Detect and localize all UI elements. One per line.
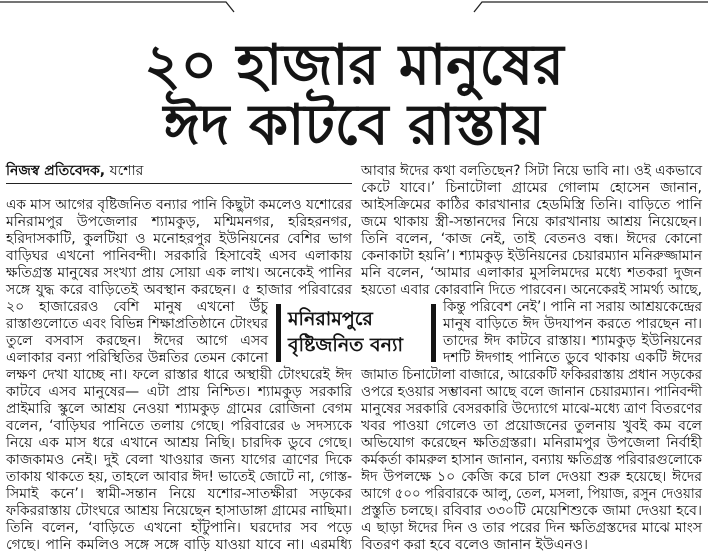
article-line: রাস্তাগুলোতে এবং বিভিন্ন শিক্ষাপ্রতিষ্ঠানে টোংঘর: [6, 316, 269, 332]
article-line: কিন্তু পরিবেশ নেই’। পানি না সরায় আশ্রয়কেন্দ্রের: [443, 299, 702, 315]
article-line: তিনি বলেন, ‘কাজ নেই, তাই বেতনও বন্ধ। ঈদের কোনো: [361, 231, 702, 247]
article-line: ওপরে হওয়ার সম্ভাবনা আছে বলে জানান চেয়ারম্যান। পানিবন্দী: [361, 384, 703, 400]
article-line: এক মাস আগের বৃষ্টিজনিত বন্যার পানি কিছুটা কমলেও যশোরের: [6, 197, 353, 213]
article-line: আবার ঈদের কথা বলতিছেন? সিটা নিয়ে ভাবি না। ওই একভাবে: [361, 163, 703, 179]
callout-line-1: মনিরামপুরে: [288, 308, 373, 330]
byline: [6, 162, 143, 180]
byline-rule: [6, 183, 352, 184]
article-line: আইসক্রিমের কাঠির কারখানার হেডমিস্ত্রি তিনি। বাড়িতে পানি: [361, 197, 702, 213]
article-line: হয়তো এবার কোরবানি দিতে পারবেন। অনেকেরই সামর্থ্য আছে,: [361, 282, 703, 298]
top-border-decoration: [0, 0, 708, 14]
headline-line-1: ২০ হাজার মানুষের: [144, 33, 564, 98]
headline-row: [0, 33, 708, 98]
article-line: কাজকামও নেই। দুই বেলা খাওয়ার জন্য যাগের ত্রাণের দিকে: [6, 452, 352, 468]
article-line: এ ছাড়া ঈদের দিন ও তার পরের দিন ক্ষতিগ্রস্তদের মাঝে মাংস: [361, 520, 702, 536]
article-line: দশটি ঈদগাহ পানিতে ডুবে থাকায় একটি ঈদের: [443, 350, 702, 366]
article-line: কেটে যাবে।’ চিনাটোলা গ্রামের গোলাম হোসেন জানান,: [361, 180, 702, 196]
article-line: হরিদাসকাটি, কুলটিয়া ও মনোহরপুর ইউনিয়নের বেশির ভাগ: [6, 231, 352, 247]
article-line: গেছে। পানি কমলিও সঙ্গে সঙ্গে বাড়ি যাওয়া যাবে না। এরমধ্যি: [6, 537, 352, 553]
article-line: জামাত চিনাটোলা বাজারে, আরেকটি ফকিররাস্তায় প্রধান সড়কের: [361, 367, 702, 383]
article-line: তাদের ঈদ কাটবে রাস্তায়। শ্যামকুড় ইউনিয়নের: [443, 333, 702, 349]
article-line: ক্ষতিগ্রস্ত মানুষের সংখ্যা প্রায় সোয়া এক লাখ। অনেকেই পানির: [6, 265, 352, 281]
article-line: তুলে বসবাস করছেন। ঈদের আগে এসব: [6, 333, 268, 349]
article-line: প্রস্তুতি চলছে। রবিবার ৩৩০টি মেয়েশিশুকে জামা দেওয়া হবে।: [361, 503, 702, 519]
article-line: বিতরণ করা হবে বলেও জানান ইউএনও।: [361, 537, 589, 553]
article-line: মানুষ বাড়িতে ঈদ উদযাপন করতে পারছেন না।: [443, 316, 702, 332]
article-line: আগে ৫০০ পরিবারকে আলু, তেল, মসলা, পিয়াজ, রসুন দেওয়ার: [361, 486, 702, 502]
callout-box: [270, 299, 442, 367]
article-line: বলেন, ‘বাড়িঘর পানিতে তলায় গেছে। পরিবারের ৬ সদস্যকে: [6, 418, 352, 434]
article-line: মনিরামপুর উপজেলার শ্যামকুড়, মশ্মিমনগর, হরিহরনগর,: [6, 214, 352, 230]
article-line: লক্ষণ দেখা যাচ্ছে না। ফলে রাস্তার ধারে অস্থায়ী টোংঘরেই ঈদ: [6, 367, 352, 383]
article-line: তিনি বলেন, ‘বাড়িতে এখনো হাঁটুপানি। ঘরদোর সব পড়ে: [6, 520, 352, 536]
article-line: ২০ হাজারেরও বেশি মানুষ এখনো উঁচু: [6, 299, 268, 315]
article-line: কেনাকাটা হয়নি’। শ্যামকুড় ইউনিয়নের চেয়ারম্যান মনিরুজ্জামান: [361, 248, 702, 264]
article-line: ঈদ উপলক্ষে ১০ কেজি করে চাল দেওয়া শুরু হয়েছে। ঈদের: [361, 469, 702, 485]
headline-line-2: ঈদ কাটবে রাস্তায়: [163, 93, 545, 158]
byline-author: নিজস্ব প্রতিবেদক,: [6, 163, 106, 179]
article-line: বাড়িঘর এখনো পানিবন্দী। সরকারি হিসাবেই এসব এলাকায়: [6, 248, 352, 264]
article-line: কর্মকর্তা কামরুল হাসান জানান, বন্যায় ক্ষতিগ্রস্ত পরিবারগুলোকে: [361, 452, 702, 468]
article-line: জমে থাকায় স্ত্রী-সন্তানদের নিয়ে কারখানায় আশ্রয় নিয়েছেন।: [361, 214, 702, 230]
article-line: মনি বলেন, ‘আমার এলাকার মুসলিমদের মধ্যে শতকরা দুজন: [361, 265, 702, 281]
article-line: নিয়ে এক মাস ধরে এখানে আশ্রয় নিছি। চারদিক ডুবে গেছে।: [6, 435, 352, 451]
headline: [0, 33, 708, 160]
byline-location: যশোর: [109, 163, 144, 179]
callout-bar-right: [431, 304, 436, 362]
article-line: ফকিররাস্তায় টোংঘরে আশ্রয় নিয়েছেন হাসাডাঙ্গা গ্রামের নাছিমা।: [6, 503, 352, 519]
article-line: তাকায় থাকতে হয়, তাহলে আবার ঈদ! ভাতেই জোটে না, গোস্ত-: [6, 469, 352, 485]
article-line: খবর পাওয়া গেলেও তা প্রয়োজনের তুলনায় খুবই কম বলে: [361, 418, 702, 434]
top-border-left: [0, 2, 234, 12]
article-line: অভিযোগ করেছেন ক্ষতিগ্রস্তরা। মনিরামপুর উপজেলা নির্বাহী: [361, 435, 702, 451]
article-line: সিমাই কনে’। স্বামী-সন্তান নিয়ে যশোর-সাতক্ষীরা সড়কের: [6, 486, 352, 502]
callout-line-2: বৃষ্টিজনিত বন্যা: [288, 334, 403, 356]
callout-bar-left: [276, 304, 281, 362]
article-line: কাটবে এসব মানুষের— এটা প্রায় নিশ্চিত। শ্যামকুড় সরকারি: [6, 384, 352, 400]
article-line: মানুষের সরকারি বেসরকারি উদ্যোগে মাঝে-মধ্যে ত্রাণ বিতরণের: [361, 401, 703, 417]
headline-row: [0, 93, 708, 158]
top-border-right: [474, 2, 708, 12]
article-column-left: [6, 197, 352, 554]
article-line: সঙ্গে যুদ্ধ করে বাড়িতেই অবস্থান করছেন। ৫ হাজার পরিবারের: [6, 282, 352, 298]
article-line: প্রাইমারি স্কুলে আশ্রয় নেওয়া শ্যামকুড় গ্রামের রোজিনা বেগম: [6, 401, 352, 417]
article-line: এলাকার বন্যা পরিস্থিতির উন্নতির তেমন কোনো: [6, 350, 268, 366]
